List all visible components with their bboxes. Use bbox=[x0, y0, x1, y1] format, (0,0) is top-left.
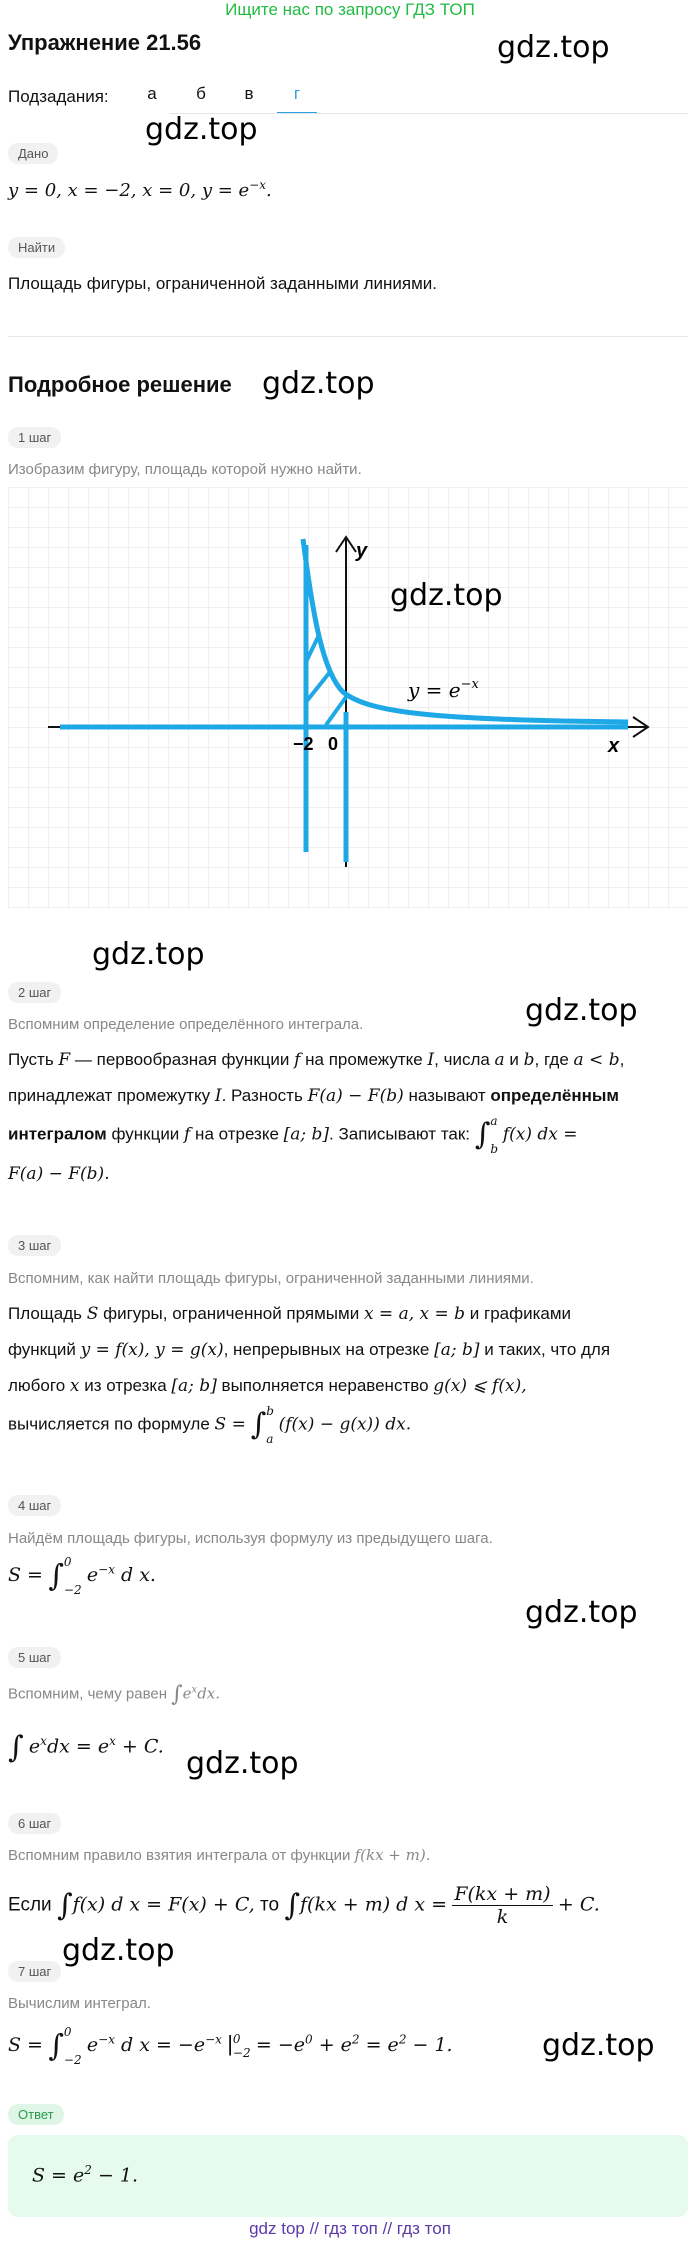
step-note: Вспомним, как найти площадь фигуры, ограниченной заданными линиями. bbox=[8, 1270, 534, 1287]
tab-g[interactable]: г bbox=[277, 84, 317, 114]
step-note: Изобразим фигуру, площадь которой нужно найти. bbox=[8, 461, 362, 478]
footer-links[interactable]: gdz top // гдз топ // гдз топ bbox=[249, 2219, 451, 2238]
watermark: gdz.top bbox=[262, 366, 375, 401]
step-pill: 1 шаг bbox=[8, 427, 61, 448]
step-pill: 2 шаг bbox=[8, 982, 61, 1003]
step-pill: 7 шаг bbox=[8, 1961, 61, 1982]
watermark: gdz.top bbox=[525, 1595, 638, 1630]
step-pill: 6 шаг bbox=[8, 1813, 61, 1834]
subtasks-label: Подзадания: bbox=[8, 87, 109, 106]
watermark: gdz.top bbox=[497, 30, 610, 65]
watermark: gdz.top bbox=[390, 578, 503, 613]
step7-formula: S = ∫0 −2 $e^{-x}$ d $x = -e^{-x}$ |0 $-2 = -e^0 + e^2 = e^2 - 1$. bbox=[8, 2025, 453, 2067]
given-pill: Дано bbox=[8, 143, 58, 164]
watermark: gdz.top bbox=[525, 993, 638, 1028]
step-pill: 4 шаг bbox=[8, 1495, 61, 1516]
find-pill: Найти bbox=[8, 237, 65, 258]
step-note: Вычислим интеграл. bbox=[8, 1995, 151, 2012]
watermark: gdz.top bbox=[92, 937, 205, 972]
x-label: x bbox=[608, 735, 620, 757]
tab-v[interactable]: в bbox=[244, 84, 254, 103]
y-label: y bbox=[356, 540, 368, 562]
watermark: gdz.top bbox=[186, 1746, 299, 1781]
step-pill: 3 шаг bbox=[8, 1235, 61, 1256]
step-note: Вспомним, чему равен $\int e^xdx$. bbox=[8, 1682, 221, 1707]
watermark: gdz.top bbox=[145, 112, 258, 147]
step2-definition: Пусть F — первообразная функции f на промежутке I, числа a и b, где a < b, принадлежат промежутку I. Разность F(a) − F(b) называют определённым интегралом функции f на отрезке [a; b]. Записывают так: ∫a b f(x) dx = F(a) − F(b). bbox=[8, 1050, 625, 1184]
watermark: gdz.top bbox=[62, 1933, 175, 1968]
curve-label: $y = e^{-x}$ bbox=[408, 677, 479, 702]
page-title: Упражнение 21.56 bbox=[8, 30, 202, 55]
step4-formula: S = ∫0 −2 $e^{-x}$ d x. bbox=[8, 1555, 156, 1597]
search-banner[interactable]: Ищите нас по запросу ГДЗ ТОП bbox=[225, 0, 475, 19]
answer-pill: Ответ bbox=[8, 2104, 64, 2125]
step3-formula: Площадь S фигуры, ограниченной прямыми x = a, x = b и графиками функций y = f(x), y = g(x), непрерывных на отрезке [a; b] и таких, что для любого x из отрезка [a; b] выполняется неравенство g(x) ⩽ f(x), вычисляется по формуле S = ∫b a (f(x) − g(x)) dx. bbox=[8, 1304, 611, 1446]
watermark: gdz.top bbox=[542, 2028, 655, 2063]
step-pill: 5 шаг bbox=[8, 1647, 61, 1668]
given-equations: y = 0, x = −2, x = 0, $y = e^{-x}$. bbox=[8, 178, 272, 201]
step-note: Вспомним правило взятия интеграла от функции f(kx + m). bbox=[8, 1846, 431, 1864]
step-note: Найдём площадь фигуры, используя формулу из предыдущего шага. bbox=[8, 1530, 493, 1547]
find-text: Площадь фигуры, ограниченной заданными линиями. bbox=[8, 274, 437, 293]
tab-b[interactable]: б bbox=[196, 84, 206, 103]
solution-title: Подробное решение bbox=[8, 372, 232, 397]
tick-zero: 0 bbox=[328, 734, 339, 754]
function-graph bbox=[8, 487, 688, 909]
step5-formula: ∫ $e^xdx = e^x + C$. bbox=[8, 1730, 164, 1765]
divider bbox=[8, 336, 688, 337]
tick-minus2: −2 bbox=[293, 734, 314, 754]
step6-formula: Если ∫f(x) d x = F(x) + C, то ∫f(kx + m) d x = $\frac{F(kx + m)}{k}$ + C. bbox=[8, 1883, 600, 1928]
tab-a[interactable]: а bbox=[147, 84, 157, 103]
step-note: Вспомним определение определённого интеграла. bbox=[8, 1016, 364, 1033]
answer-text: $S = e^2 - 1$. bbox=[32, 2163, 139, 2187]
